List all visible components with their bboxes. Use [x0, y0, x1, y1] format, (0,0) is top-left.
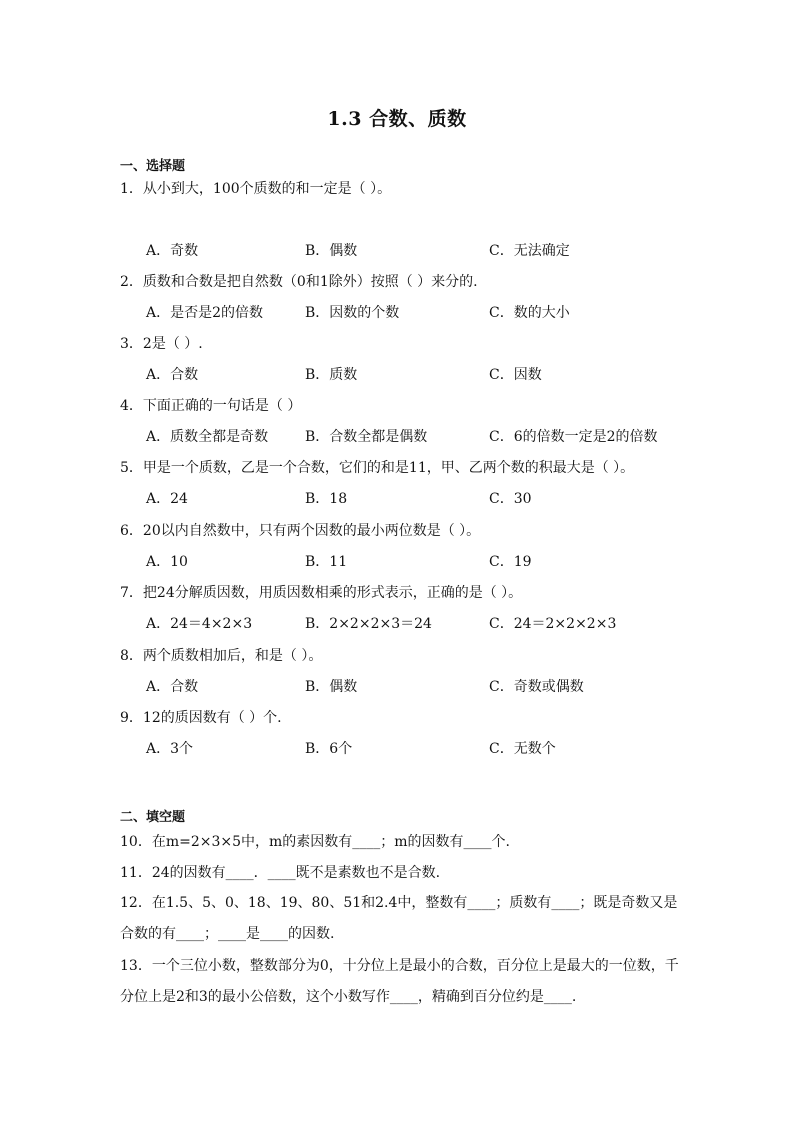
q5-option-c: C．30: [489, 491, 532, 507]
q4-option-a: A．质数全都是奇数: [146, 429, 269, 445]
q6-option-a: A．10: [146, 554, 188, 570]
question-6: 6．20以内自然数中，只有两个因数的最小两位数是（ ）。: [120, 523, 481, 539]
q1-option-a: A．奇数: [146, 243, 199, 259]
q1-option-c: C．无法确定: [489, 243, 570, 259]
question-1: 1．从小到大，100个质数的和一定是（ ）。: [120, 181, 392, 197]
question-5: 5．甲是一个质数，乙是一个合数，它们的和是11，甲、乙两个数的积最大是（ ）。: [120, 460, 635, 476]
question-12: 12．在1.5、5、0、18、19、80、51和2.4中，整数有____；质数有____；既是奇数又是合数的有____；____是____的因数.: [120, 895, 678, 942]
question-2: 2．质数和合数是把自然数（0和1除外）按照（ ）来分的.: [120, 274, 478, 290]
section-heading-choice: 一、选择题: [120, 159, 186, 174]
q8-option-b: B．偶数: [305, 679, 358, 695]
q3-option-c: C．因数: [489, 367, 542, 383]
q7-option-a: A．24＝4×2×3: [146, 616, 253, 632]
q3-option-b: B．质数: [305, 367, 358, 383]
question-10: 10．在m=2×3×5中，m的素因数有____；m的因数有____个.: [120, 834, 511, 850]
q7-option-c: C．24＝2×2×2×3: [489, 616, 617, 632]
q2-option-b: B．因数的个数: [305, 305, 400, 321]
q7-option-b: B．2×2×2×3＝24: [305, 616, 432, 632]
q1-option-b: B．偶数: [305, 243, 358, 259]
q2-option-c: C．数的大小: [489, 305, 570, 321]
question-7: 7．把24分解质因数，用质因数相乘的形式表示，正确的是（ ）。: [120, 585, 523, 601]
q4-option-c: C．6的倍数一定是2的倍数: [489, 429, 658, 445]
question-4: 4．下面正确的一句话是（ ）: [120, 398, 302, 414]
question-11: 11．24的因数有____．____既不是素数也不是合数.: [120, 865, 441, 881]
section-heading-fill: 二、填空题: [120, 810, 186, 825]
q6-option-b: B．11: [305, 554, 348, 570]
q2-option-a: A．是否是2的倍数: [146, 305, 264, 321]
q5-option-a: A．24: [146, 491, 188, 507]
q5-option-b: B．18: [305, 491, 348, 507]
q4-option-b: B．合数全都是偶数: [305, 429, 428, 445]
question-13: 13．一个三位小数，整数部分为0，十分位上是最小的合数，百分位上是最大的一位数，千分位上是2和3的最小公倍数，这个小数写作____，精确到百分位约是____.: [120, 958, 679, 1005]
q6-option-c: C．19: [489, 554, 532, 570]
q9-option-a: A．3个: [146, 741, 194, 757]
question-9: 9．12的质因数有（ ）个.: [120, 710, 282, 726]
question-8: 8．两个质数相加后，和是（ ）。: [120, 648, 323, 664]
q8-option-a: A．合数: [146, 679, 199, 695]
page-title: 1.3 合数、质数: [327, 108, 467, 130]
q9-option-b: B．6个: [305, 741, 353, 757]
q3-option-a: A．合数: [146, 367, 199, 383]
q8-option-c: C．奇数或偶数: [489, 679, 584, 695]
question-3: 3．2是（ ）.: [120, 336, 203, 352]
q9-option-c: C．无数个: [489, 741, 556, 757]
